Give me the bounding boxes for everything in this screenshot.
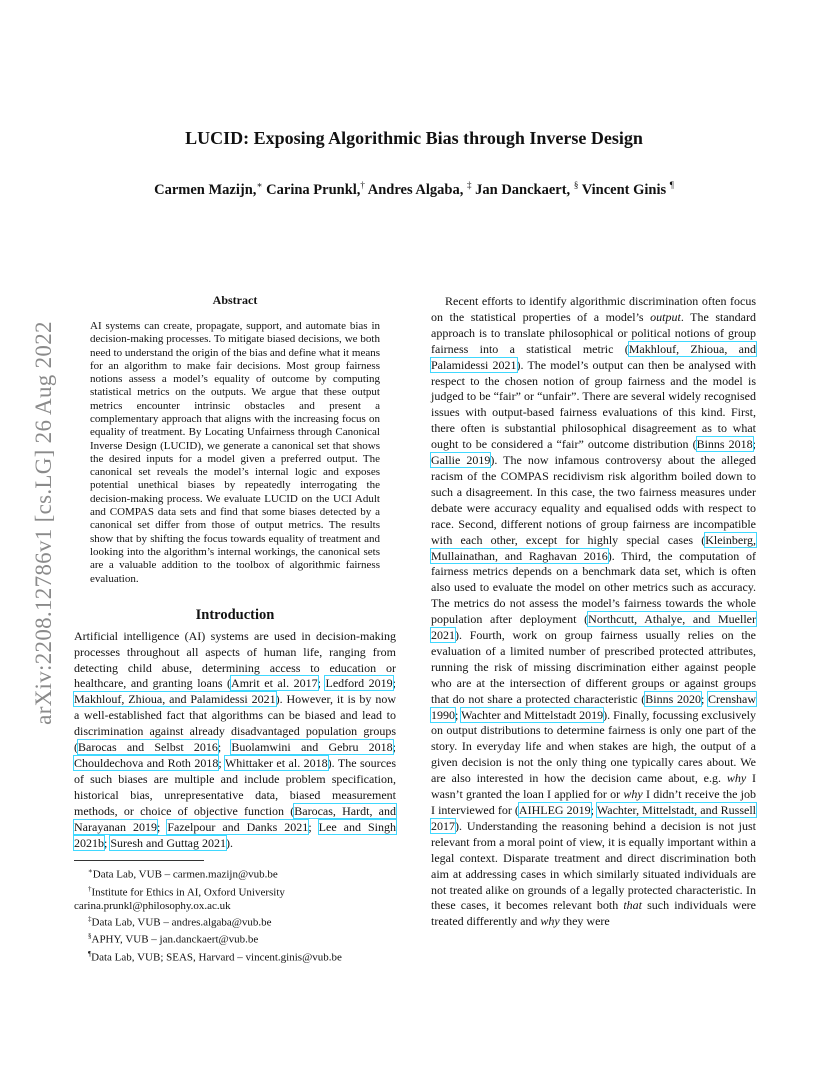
citation-link[interactable]: Barocas and Selbst 2016 — [78, 740, 218, 755]
citation-link[interactable]: Binns 2020 — [645, 691, 701, 706]
citation-link[interactable]: Buolamwini and Gebru 2018 — [231, 740, 393, 755]
author-mark: ‡ — [467, 180, 472, 190]
paper-title: LUCID: Exposing Algorithmic Bias through Inverse Design — [185, 128, 643, 148]
citation-link[interactable]: Wachter and Mittelstadt 2019 — [461, 707, 604, 722]
footnote: §APHY, VUB – jan.danckaert@vub.be — [88, 932, 259, 947]
author-name: Carina Prunkl, — [266, 182, 361, 198]
citation-link[interactable]: Ledford 2019 — [325, 676, 393, 691]
footnote: †Institute for Ethics in AI, Oxford University carina.prunkl@philosophy.ox.ac.uk — [74, 884, 285, 912]
author-mark: ∗ — [256, 180, 263, 190]
author-name: Vincent Ginis — [581, 182, 667, 198]
arxiv-identifier-stamp: arXiv:2208.12786v1 [cs.LG] 26 Aug 2022 — [31, 320, 56, 725]
citation-link[interactable]: Kleinberg, Mullainathan, and Raghavan 2016 — [431, 532, 756, 563]
right-column — [431, 294, 756, 930]
left-column — [74, 293, 396, 965]
citation-link[interactable]: Makhlouf, Zhioua, and Palamidessi 2021 — [431, 341, 756, 372]
citation-link[interactable]: AIHLEG 2019 — [518, 803, 591, 817]
citation-link[interactable]: Wachter, Mittelstadt, and Russell 2017 — [431, 803, 756, 833]
footnote: ¶Data Lab, VUB; SEAS, Harvard – vincent.ginis@vub.be — [88, 949, 342, 964]
footnotes — [74, 865, 396, 964]
introduction-heading: Introduction — [195, 606, 275, 623]
citation-link[interactable]: Suresh and Guttag 2021 — [110, 835, 226, 850]
author-name: Andres Algaba, — [367, 182, 464, 198]
citation-link[interactable]: Whittaker et al. 2018 — [224, 756, 328, 770]
author-name: Jan Danckaert, — [475, 182, 571, 198]
citation-link[interactable]: Amrit et al. 2017 — [231, 676, 318, 691]
citation-link[interactable]: Chouldechova and Roth 2018 — [74, 756, 219, 770]
author-mark: § — [573, 180, 579, 190]
citation-link[interactable]: Gallie 2019 — [431, 453, 491, 468]
body-paragraph: Recent efforts to identify algorithmic discrimination often focus on the statistical properties of a model’s output. The standard approach is to translate philosophical or political notions of group fairness into a statistical metric (Makhlouf, Zhioua, and Palamidessi 2021). The model’s output can then be analysed with respect to the chosen notion of group fairness and the model is judged to be “fair” or “unfair”. There are several widely recognised issues with output-based fairness evaluations of this kind. First, there often is substantial philosophical disagreement as to what ought to be considered a “fair” outcome distribution (Binns 2018; Gallie 2019). The now infamous controversy about the alleged racism of the COMPAS recidivism risk algorithm boiled down to such a disagreement. In this case, the two fairness measures under debate were accuracy equality and equalised odds with respect to race. Second, different notions of group fairness are incompatible with each other, except for highly special cases (Kleinberg, Mullainathan, and Raghavan 2016). Third, the computation of fairness metrics depends on a benchmark data set, which is often also used to evaluate the model on other metrics such as accuracy. The metrics do not assess the model’s fairness towards the whole population after deployment (Northcutt, Athalye, and Mueller 2021). Fourth, work on group fairness usually relies on the evaluation of a limited number of prescribed protected attributes, running the risk of missing discrimination either against people who are at the intersection of different groups or against groups that do not share a protected characteristic (Binns 2020; Crenshaw 1990; Wachter and Mittelstadt 2019). Finally, focussing exclusively on output distributions to determine fairness is only one part of the story. In everyday life and when stakes are high, the output of a given decision is not the only thing one typically cares about. We are also interested in how the decision came about, e.g. why I wasn’t granted the loan I applied for or why I didn’t receive the job I interviewed for (AIHLEG 2019; Wachter, Mittelstadt, and Russell 2017). Understanding the reasoning behind a decision is not just relevant from a moral point of view, it is equally important within a legal context. Disparate treatment and direct discrimination both aim at addressing cases in which similarly situated individuals are not treated alike on grounds of a legally protected characteristic. In these cases, it becomes relevant both that such individuals were treated differently and why they were — [431, 294, 757, 929]
author-mark: ¶ — [669, 180, 674, 190]
abstract-heading: Abstract — [212, 293, 258, 307]
introduction-paragraph: Artificial intelligence (AI) systems are used in decision-making processes throughout all aspects of human life, ranging from detecting child abuse, determining access to education or healthcare, and granting loans (Amrit et al. 2017; Ledford 2019; Makhlouf, Zhioua, and Palamidessi 2021). However, it is by now a well-established fact that algorithms can be biased and lead to discrimination against already disadvantaged population groups (Barocas and Selbst 2016; Buolamwini and Gebru 2018; Chouldechova and Roth 2018; Whittaker et al. 2018). The sources of such biases are multiple and include problem specification, historical bias, unrepresentative data, biased measurement methods, or choice of objective function (Barocas, Hardt, and Narayanan 2019; Fazelpour and Danks 2021; Lee and Singh 2021b; Suresh and Guttag 2021). — [74, 628, 397, 850]
citation-link[interactable]: Lee and Singh 2021b — [74, 819, 396, 850]
author-mark: † — [360, 180, 365, 190]
citation-link[interactable]: Fazelpour and Danks 2021 — [167, 819, 309, 834]
author-list — [0, 180, 828, 199]
author-name: Carmen Mazijn, — [154, 182, 257, 198]
citation-link[interactable]: Barocas, Hardt, and Narayanan 2019 — [74, 803, 397, 834]
citation-link[interactable]: Makhlouf, Zhioua, and Palamidessi 2021 — [74, 692, 276, 707]
citation-link[interactable]: Crenshaw 1990 — [431, 691, 756, 722]
footnote: ∗Data Lab, VUB – carmen.mazijn@vub.be — [88, 867, 278, 882]
footnote: ‡Data Lab, VUB – andres.algaba@vub.be — [88, 915, 272, 929]
citation-link[interactable]: Northcutt, Athalye, and Mueller 2021 — [431, 612, 756, 643]
citation-link[interactable]: Binns 2018 — [696, 437, 753, 452]
abstract-text: AI systems can create, propagate, support, and automate bias in decision-making processes. To mitigate biased decisions, we both need to understand the origin of the bias and define what it means for an algorithm to make fair decisions. Most group fairness notions assess a model’s equality of outcome by computing statistical metrics on the outputs. We argue that these output metrics encounter intrinsic obstacles and present a complementary approach that aligns with the increasing focus on equality of treatment. By Locating Unfairness through Canonical Inverse Design (LUCID), we generate a canonical set that shows the desired inputs for a model given a preferred output. The canonical set reveals the model’s internal logic and exposes potential unethical biases by repeatedly interrogating the decision-making process. We evaluate LUCID on the UCI Adult and COMPAS data sets and find that some biases detected by a canonical set differ from those of output metrics. The results show that by shifting the focus towards equality of treatment and looking into the algorithm’s internal workings, the canonical sets are a valuable addition to the toolbox of algorithmic fairness evaluation. — [90, 319, 380, 585]
